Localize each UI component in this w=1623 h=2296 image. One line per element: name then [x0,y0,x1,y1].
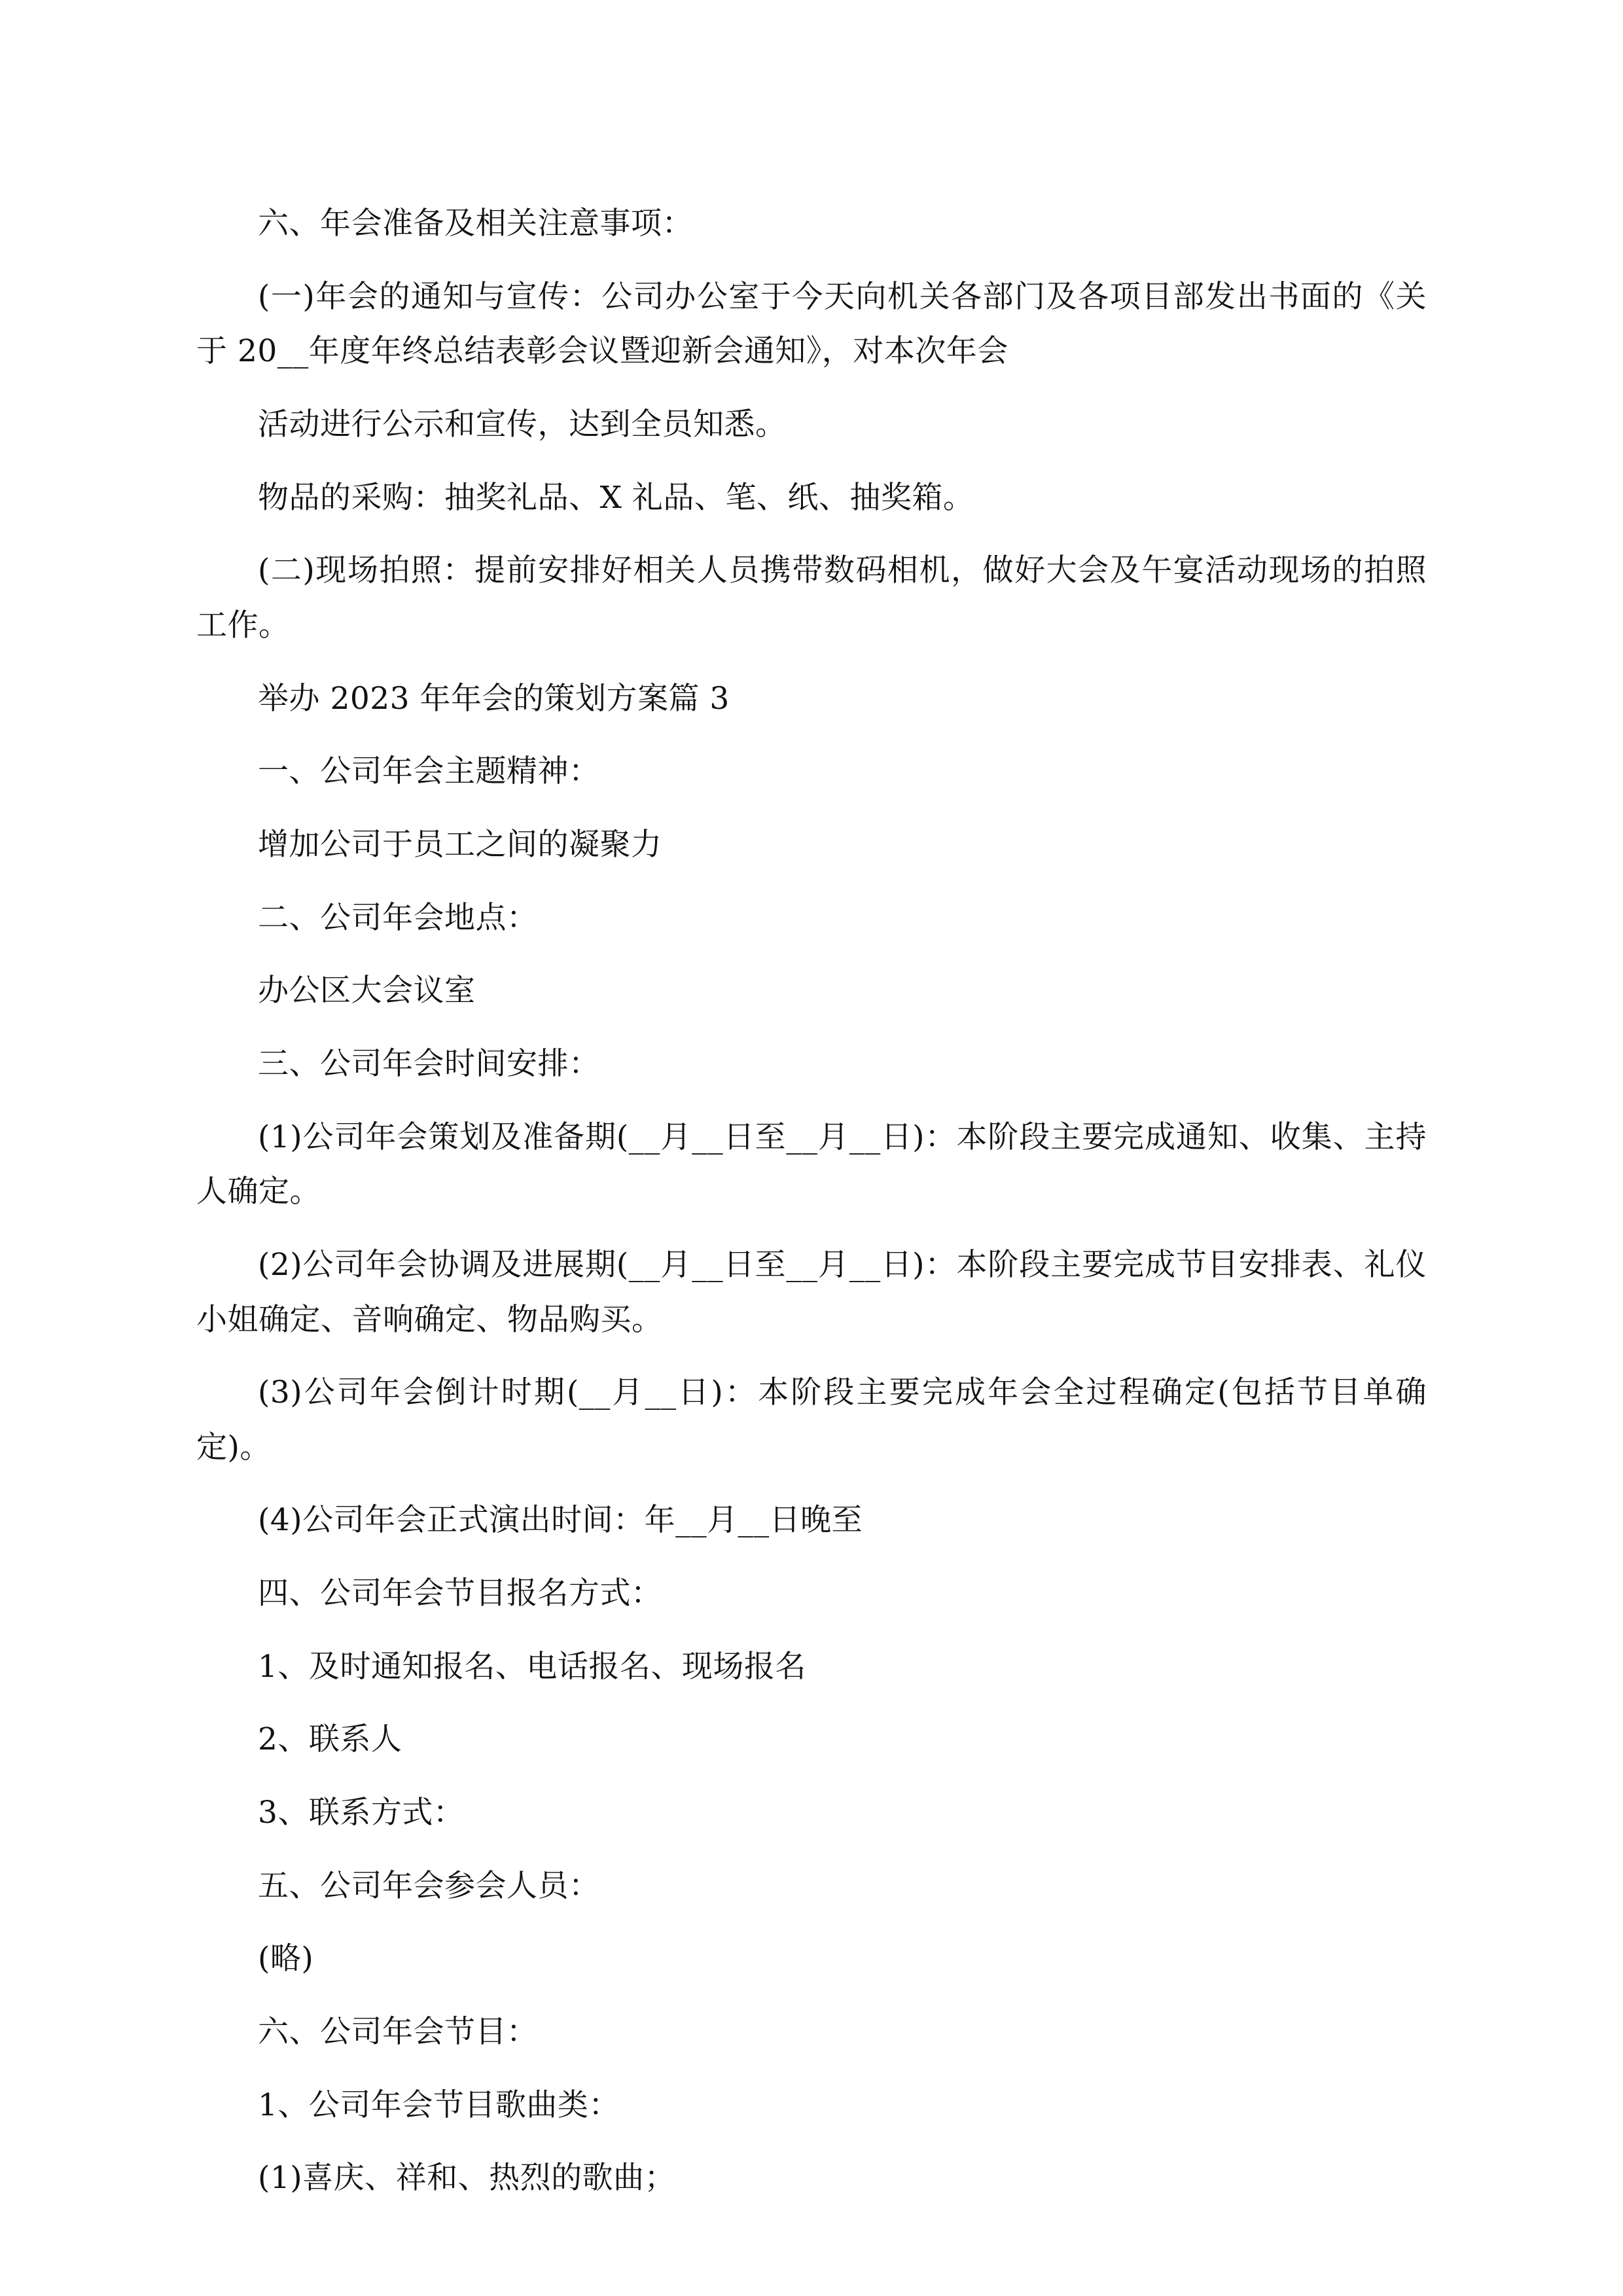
paragraph: (4)公司年会正式演出时间：年__月__日晚至 [258,1502,863,1539]
paragraph: (1)喜庆、祥和、热烈的歌曲； [258,2160,676,2197]
paragraph: 六、年会准备及相关注意事项： [258,206,693,242]
paragraph: 1、及时通知报名、电话报名、现场报名 [258,1648,806,1685]
paragraph: 办公区大会议室 [258,973,476,1009]
paragraph: (1)公司年会策划及准备期(__月__日至__月__日)：本阶段主要完成通知、收集、主持人确定。 [196,1119,1427,1210]
paragraph: (二)现场拍照：提前安排好相关人员携带数码相机，做好大会及午宴活动现场的拍照工作。 [196,552,1427,643]
document-body [196,196,1427,2206]
paragraph: (一)年会的通知与宣传：公司办公室于今天向机关各部门及各项目部发出书面的《关于 20__年度年终总结表彰会议暨迎新会通知》，对本次年会 [196,278,1427,370]
paragraph: 二、公司年会地点： [258,899,538,936]
paragraph: 活动进行公示和宣传，达到全员知悉。 [258,406,787,442]
paragraph: (略) [258,1941,314,1977]
paragraph: 四、公司年会节目报名方式： [258,1575,662,1612]
paragraph: 三、公司年会时间安排： [258,1045,600,1082]
paragraph: 六、公司年会节目： [258,2014,538,2051]
paragraph: 3、联系方式： [258,1795,465,1831]
paragraph: 1、公司年会节目歌曲类： [258,2087,620,2123]
paragraph: 增加公司于员工之间的凝聚力 [258,826,662,863]
paragraph: 五、公司年会参会人员： [258,1867,600,1904]
paragraph: (2)公司年会协调及进展期(__月__日至__月__日)：本阶段主要完成节目安排表、礼仪小姐确定、音响确定、物品购买。 [196,1246,1427,1338]
paragraph: (3)公司年会倒计时期(__月__日)：本阶段主要完成年会全过程确定(包括节目单确定)。 [196,1374,1427,1465]
paragraph: 2、联系人 [258,1721,402,1758]
paragraph: 一、公司年会主题精神： [258,753,600,790]
section-heading: 举办 2023 年年会的策划方案篇 3 [258,680,730,717]
paragraph: 物品的采购：抽奖礼品、X 礼品、笔、纸、抽奖箱。 [258,479,974,516]
